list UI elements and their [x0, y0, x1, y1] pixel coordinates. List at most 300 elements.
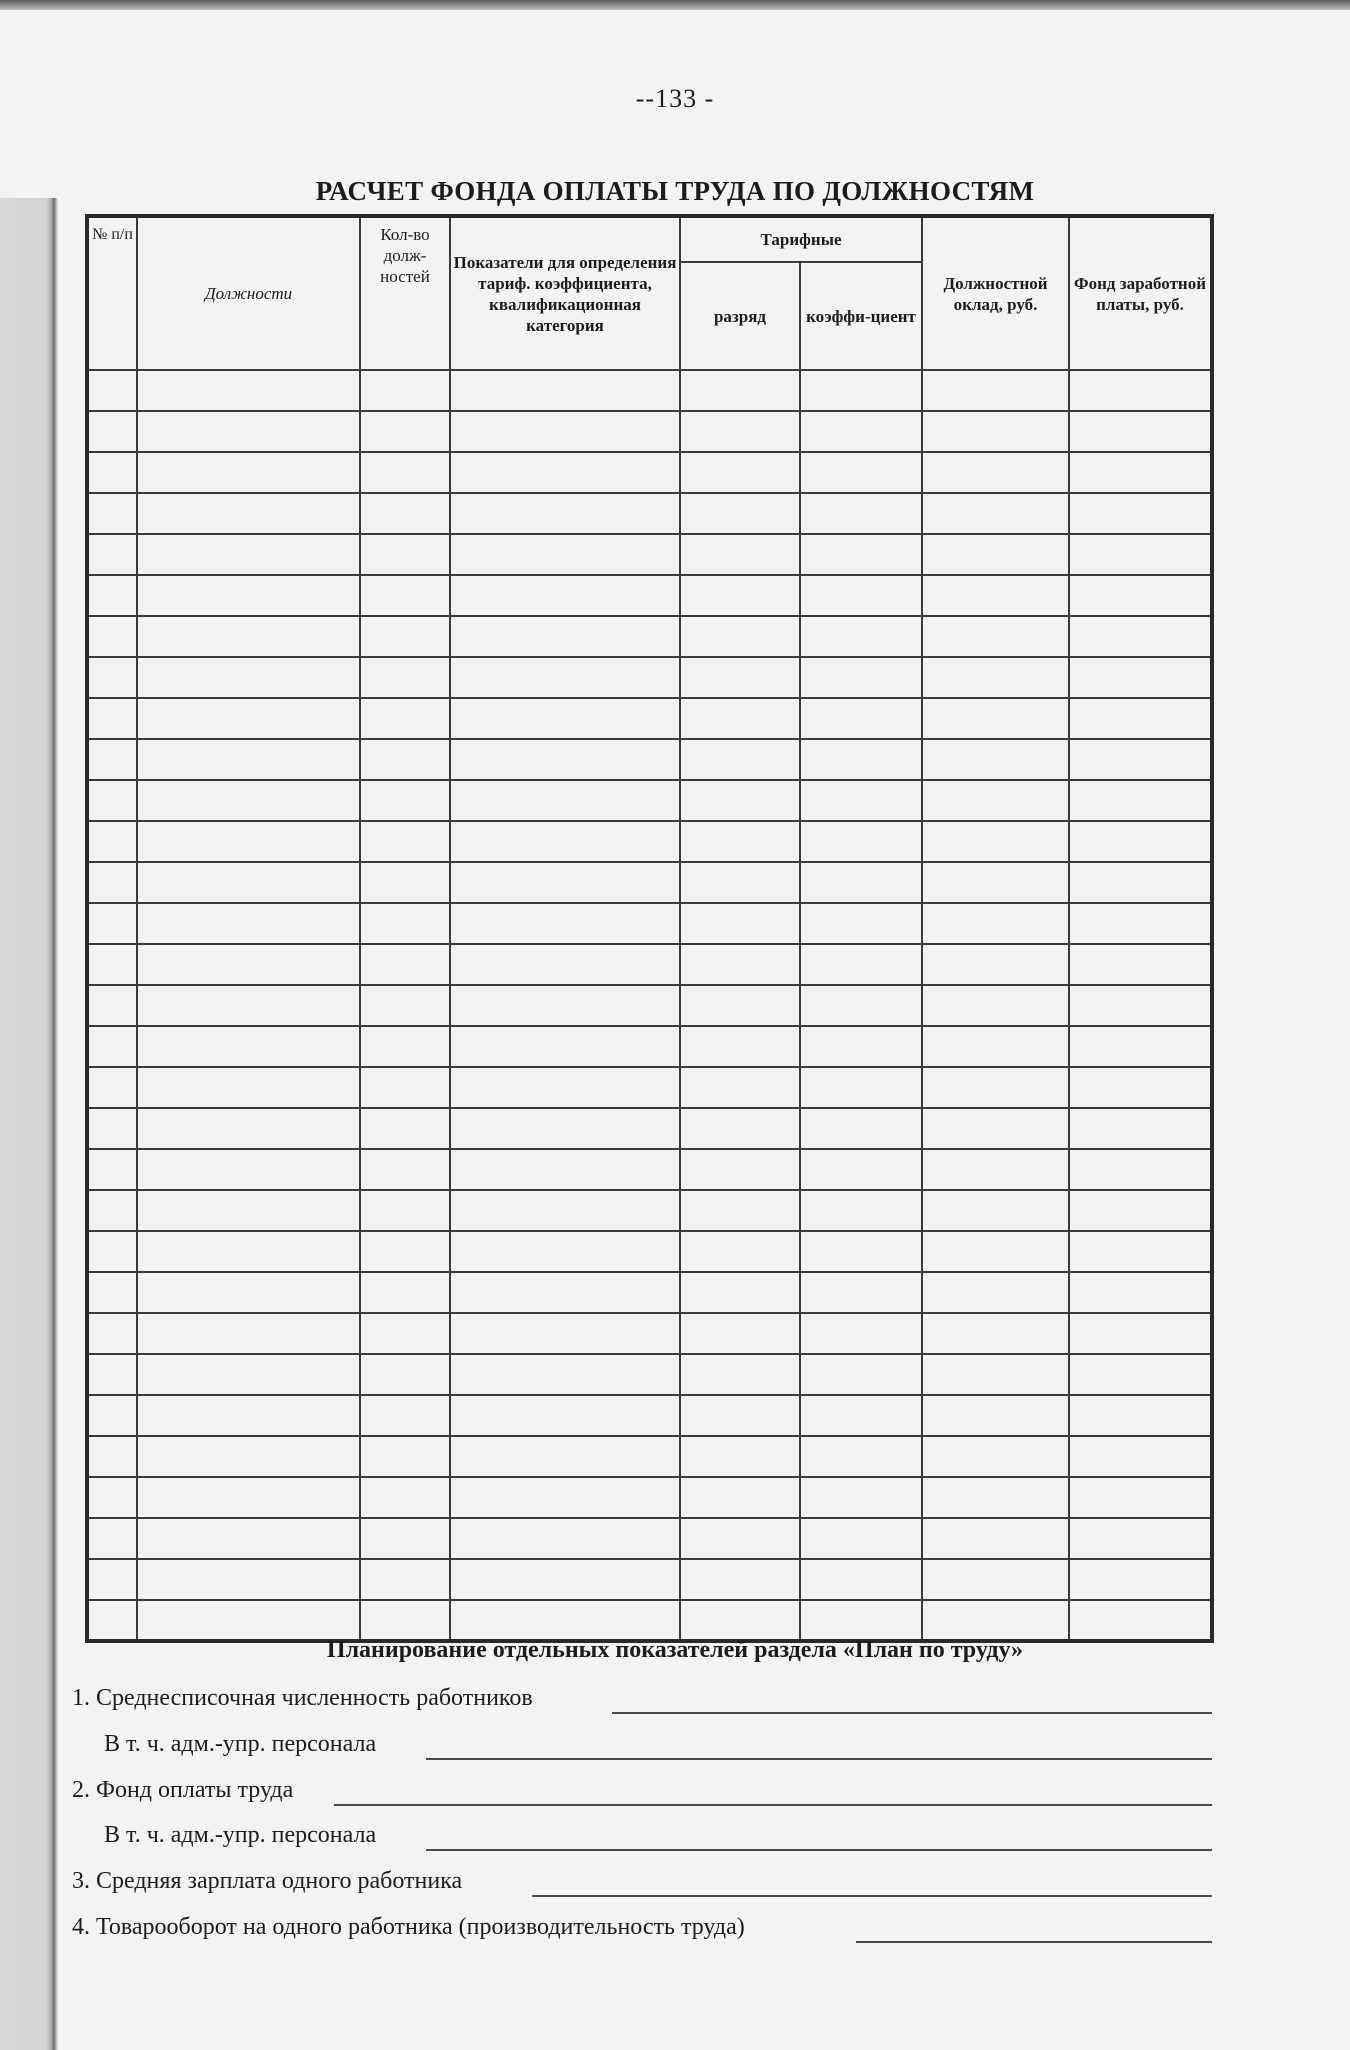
table-cell[interactable] [800, 1190, 922, 1231]
table-cell[interactable] [680, 1149, 800, 1190]
table-cell[interactable] [1069, 1354, 1212, 1395]
planning-item-4: 4. Товарооборот на одного работника (производительность труда) [72, 1914, 745, 1940]
table-cell[interactable] [137, 534, 360, 575]
table-cell[interactable] [800, 370, 922, 411]
table-cell[interactable] [137, 1313, 360, 1354]
planning-item-1a: В т. ч. адм.-упр. персонала [104, 1731, 377, 1757]
table-cell[interactable] [360, 1272, 450, 1313]
table-cell[interactable] [800, 1354, 922, 1395]
table-row [87, 1272, 1212, 1313]
table-cell[interactable] [87, 1395, 137, 1436]
table-row [87, 452, 1212, 493]
planning-line-1[interactable] [612, 1712, 1212, 1714]
table-cell[interactable] [87, 1067, 137, 1108]
table-cell[interactable] [922, 1149, 1069, 1190]
table-cell[interactable] [360, 1231, 450, 1272]
table-cell[interactable] [87, 1354, 137, 1395]
table-cell[interactable] [450, 534, 680, 575]
table-cell[interactable] [922, 985, 1069, 1026]
table-cell[interactable] [922, 493, 1069, 534]
table-cell[interactable] [922, 698, 1069, 739]
table-cell[interactable] [1069, 780, 1212, 821]
table-cell[interactable] [680, 821, 800, 862]
table-cell[interactable] [450, 616, 680, 657]
table-cell[interactable] [360, 780, 450, 821]
table-cell[interactable] [450, 1518, 680, 1559]
table-cell[interactable] [450, 1477, 680, 1518]
table-cell[interactable] [800, 657, 922, 698]
table-cell[interactable] [800, 1313, 922, 1354]
table-row [87, 1600, 1212, 1641]
table-row [87, 698, 1212, 739]
table-cell[interactable] [450, 985, 680, 1026]
table-cell[interactable] [1069, 1067, 1212, 1108]
table-cell[interactable] [450, 1067, 680, 1108]
table-cell[interactable] [680, 1108, 800, 1149]
table-cell[interactable] [87, 616, 137, 657]
table-cell[interactable] [1069, 493, 1212, 534]
table-cell[interactable] [450, 1559, 680, 1600]
table-cell[interactable] [1069, 821, 1212, 862]
table-cell[interactable] [360, 903, 450, 944]
table-cell[interactable] [450, 575, 680, 616]
table-cell[interactable] [922, 862, 1069, 903]
table-cell[interactable] [360, 616, 450, 657]
table-cell[interactable] [800, 821, 922, 862]
table-cell[interactable] [1069, 1231, 1212, 1272]
table-cell[interactable] [1069, 1477, 1212, 1518]
table-cell[interactable] [450, 1149, 680, 1190]
table-cell[interactable] [680, 575, 800, 616]
table-row [87, 780, 1212, 821]
table-cell[interactable] [680, 1231, 800, 1272]
table-row [87, 1559, 1212, 1600]
table-row [87, 616, 1212, 657]
table-cell[interactable] [87, 739, 137, 780]
table-cell[interactable] [360, 657, 450, 698]
table-row [87, 862, 1212, 903]
table-cell[interactable] [87, 1313, 137, 1354]
table-cell[interactable] [922, 1395, 1069, 1436]
table-cell[interactable] [360, 1026, 450, 1067]
table-cell[interactable] [680, 370, 800, 411]
table-cell[interactable] [800, 1231, 922, 1272]
table-cell[interactable] [922, 452, 1069, 493]
table-cell[interactable] [922, 944, 1069, 985]
table-cell[interactable] [680, 903, 800, 944]
table-cell[interactable] [922, 1477, 1069, 1518]
table-cell[interactable] [87, 1190, 137, 1231]
table-row [87, 1149, 1212, 1190]
table-cell[interactable] [137, 1231, 360, 1272]
table-row [87, 575, 1212, 616]
table-cell[interactable] [800, 1272, 922, 1313]
header-coefficient: коэффи-циент [800, 262, 922, 370]
table-cell[interactable] [1069, 1190, 1212, 1231]
table-cell[interactable] [922, 370, 1069, 411]
table-cell[interactable] [360, 1559, 450, 1600]
table-cell[interactable] [922, 780, 1069, 821]
table-cell[interactable] [87, 944, 137, 985]
planning-item-1: 1. Среднесписочная численность работников [72, 1685, 533, 1711]
table-cell[interactable] [800, 1067, 922, 1108]
table-cell[interactable] [360, 1518, 450, 1559]
table-cell[interactable] [450, 411, 680, 452]
table-cell[interactable] [680, 780, 800, 821]
table-cell[interactable] [137, 575, 360, 616]
table-cell[interactable] [922, 1559, 1069, 1600]
table-cell[interactable] [87, 1559, 137, 1600]
table-cell[interactable] [137, 1600, 360, 1641]
table-cell[interactable] [680, 1026, 800, 1067]
table-cell[interactable] [137, 1518, 360, 1559]
table-cell[interactable] [450, 493, 680, 534]
table-cell[interactable] [360, 1477, 450, 1518]
table-cell[interactable] [1069, 1395, 1212, 1436]
table-cell[interactable] [450, 739, 680, 780]
table-cell[interactable] [137, 1395, 360, 1436]
table-cell[interactable] [360, 370, 450, 411]
table-cell[interactable] [87, 780, 137, 821]
table-cell[interactable] [1069, 1026, 1212, 1067]
table-cell[interactable] [87, 493, 137, 534]
table-cell[interactable] [680, 739, 800, 780]
table-cell[interactable] [1069, 1436, 1212, 1477]
table-cell[interactable] [137, 1272, 360, 1313]
table-row [87, 657, 1212, 698]
table-row [87, 534, 1212, 575]
table-cell[interactable] [680, 1313, 800, 1354]
table-cell[interactable] [800, 1395, 922, 1436]
table-cell[interactable] [87, 657, 137, 698]
table-cell[interactable] [680, 862, 800, 903]
table-cell[interactable] [360, 821, 450, 862]
salary-fund-table [85, 214, 1214, 1643]
table-cell[interactable] [1069, 739, 1212, 780]
table-cell[interactable] [450, 1354, 680, 1395]
table-cell[interactable] [137, 821, 360, 862]
table-cell[interactable] [450, 1272, 680, 1313]
table-cell[interactable] [1069, 944, 1212, 985]
table-cell[interactable] [87, 821, 137, 862]
binding-shadow [0, 198, 58, 2050]
table-cell[interactable] [360, 575, 450, 616]
header-count: Кол-во долж-ностей [360, 216, 450, 370]
table-cell[interactable] [360, 1600, 450, 1641]
table-cell[interactable] [922, 616, 1069, 657]
table-cell[interactable] [800, 1108, 922, 1149]
table-cell[interactable] [1069, 698, 1212, 739]
table-cell[interactable] [87, 903, 137, 944]
table-cell[interactable] [1069, 452, 1212, 493]
table-cell[interactable] [1069, 657, 1212, 698]
header-fund: Фонд заработной платы, руб. [1069, 216, 1212, 370]
table-cell[interactable] [450, 698, 680, 739]
table-cell[interactable] [137, 944, 360, 985]
table-row [87, 944, 1212, 985]
table-cell[interactable] [360, 1395, 450, 1436]
table-row [87, 370, 1212, 411]
table-cell[interactable] [800, 1026, 922, 1067]
table-cell[interactable] [360, 411, 450, 452]
table-cell[interactable] [922, 657, 1069, 698]
table-cell[interactable] [680, 1518, 800, 1559]
table-cell[interactable] [680, 1272, 800, 1313]
header-position: Должности [137, 216, 360, 370]
table-cell[interactable] [360, 1190, 450, 1231]
table-cell[interactable] [1069, 1313, 1212, 1354]
table-cell[interactable] [137, 411, 360, 452]
table-cell[interactable] [800, 452, 922, 493]
table-cell[interactable] [922, 1436, 1069, 1477]
table-cell[interactable] [137, 657, 360, 698]
table-cell[interactable] [1069, 903, 1212, 944]
table-cell[interactable] [800, 698, 922, 739]
table-cell[interactable] [922, 1108, 1069, 1149]
table-cell[interactable] [680, 1436, 800, 1477]
table-cell[interactable] [87, 452, 137, 493]
table-row [87, 1190, 1212, 1231]
planning-line-4[interactable] [856, 1941, 1212, 1943]
table-cell[interactable] [450, 1026, 680, 1067]
table-cell[interactable] [450, 862, 680, 903]
table-row [87, 1395, 1212, 1436]
table-cell[interactable] [1069, 1518, 1212, 1559]
table-cell[interactable] [87, 411, 137, 452]
table-cell[interactable] [680, 985, 800, 1026]
table-cell[interactable] [137, 780, 360, 821]
table-cell[interactable] [680, 411, 800, 452]
table-cell[interactable] [680, 493, 800, 534]
table-cell[interactable] [360, 1354, 450, 1395]
table-cell[interactable] [450, 1231, 680, 1272]
table-cell[interactable] [137, 1067, 360, 1108]
table-cell[interactable] [360, 1108, 450, 1149]
table-cell[interactable] [87, 1518, 137, 1559]
table-cell[interactable] [800, 616, 922, 657]
table-cell[interactable] [680, 1559, 800, 1600]
table-cell[interactable] [680, 452, 800, 493]
table-cell[interactable] [137, 452, 360, 493]
table-cell[interactable] [87, 1436, 137, 1477]
table-cell[interactable] [87, 862, 137, 903]
table-cell[interactable] [800, 780, 922, 821]
table-cell[interactable] [680, 1190, 800, 1231]
table-cell[interactable] [1069, 411, 1212, 452]
table-cell[interactable] [800, 1477, 922, 1518]
table-cell[interactable] [137, 1149, 360, 1190]
table-cell[interactable] [87, 1149, 137, 1190]
table-row [87, 903, 1212, 944]
table-cell[interactable] [360, 862, 450, 903]
table-cell[interactable] [922, 1190, 1069, 1231]
table-row [87, 1067, 1212, 1108]
table-cell[interactable] [922, 1272, 1069, 1313]
table-cell[interactable] [87, 1272, 137, 1313]
planning-item-2a: В т. ч. адм.-упр. персонала [104, 1822, 377, 1848]
table-cell[interactable] [800, 493, 922, 534]
page-title: РАСЧЕТ ФОНДА ОПЛАТЫ ТРУДА ПО ДОЛЖНОСТЯМ [315, 176, 1035, 206]
table-cell[interactable] [800, 1559, 922, 1600]
table-row [87, 1354, 1212, 1395]
table-cell[interactable] [1069, 370, 1212, 411]
table-cell[interactable] [800, 575, 922, 616]
header-grade: разряд [680, 262, 800, 370]
table-cell[interactable] [87, 1108, 137, 1149]
table-cell[interactable] [450, 1436, 680, 1477]
table-cell[interactable] [87, 698, 137, 739]
table-cell[interactable] [1069, 1600, 1212, 1641]
table-cell[interactable] [1069, 1108, 1212, 1149]
table-cell[interactable] [922, 1354, 1069, 1395]
table-cell[interactable] [922, 1313, 1069, 1354]
table-cell[interactable] [450, 903, 680, 944]
table-row [87, 1313, 1212, 1354]
table-cell[interactable] [922, 1026, 1069, 1067]
table-cell[interactable] [137, 1477, 360, 1518]
table-cell[interactable] [87, 370, 137, 411]
table-cell[interactable] [137, 370, 360, 411]
table-cell[interactable] [450, 780, 680, 821]
table-cell[interactable] [137, 1354, 360, 1395]
table-row [87, 985, 1212, 1026]
table-cell[interactable] [922, 1518, 1069, 1559]
table-cell[interactable] [800, 1149, 922, 1190]
table-cell[interactable] [922, 411, 1069, 452]
header-indicators: Показатели для определения тариф. коэффициента, квалификационная категория [450, 216, 680, 370]
planning-line-2[interactable] [334, 1804, 1212, 1806]
table-cell[interactable] [1069, 575, 1212, 616]
table-cell[interactable] [137, 903, 360, 944]
table-cell[interactable] [800, 1518, 922, 1559]
table-cell[interactable] [87, 1231, 137, 1272]
planning-line-2a[interactable] [426, 1849, 1212, 1851]
table-cell[interactable] [450, 1395, 680, 1436]
table-cell[interactable] [450, 821, 680, 862]
table-cell[interactable] [922, 575, 1069, 616]
table-row [87, 1026, 1212, 1067]
table-cell[interactable] [922, 1231, 1069, 1272]
table-cell[interactable] [137, 1559, 360, 1600]
table-cell[interactable] [800, 985, 922, 1026]
table-cell[interactable] [87, 534, 137, 575]
table-cell[interactable] [87, 985, 137, 1026]
planning-line-1a[interactable] [426, 1758, 1212, 1760]
header-tariff: Тарифные [680, 216, 922, 262]
table-cell[interactable] [1069, 616, 1212, 657]
table-cell[interactable] [1069, 862, 1212, 903]
table-cell[interactable] [680, 698, 800, 739]
table-cell[interactable] [450, 1190, 680, 1231]
table-cell[interactable] [800, 903, 922, 944]
table-cell[interactable] [360, 493, 450, 534]
table-cell[interactable] [680, 1477, 800, 1518]
table-cell[interactable] [922, 903, 1069, 944]
table-cell[interactable] [800, 739, 922, 780]
table-cell[interactable] [1069, 534, 1212, 575]
table-row [87, 1518, 1212, 1559]
table-cell[interactable] [1069, 1272, 1212, 1313]
table-cell[interactable] [360, 1313, 450, 1354]
table-cell[interactable] [680, 616, 800, 657]
table-cell[interactable] [137, 616, 360, 657]
table-cell[interactable] [450, 452, 680, 493]
table-cell[interactable] [360, 739, 450, 780]
table-cell[interactable] [137, 1436, 360, 1477]
table-cell[interactable] [680, 657, 800, 698]
table-row [87, 1477, 1212, 1518]
table-cell[interactable] [360, 698, 450, 739]
table-cell[interactable] [87, 575, 137, 616]
table-cell[interactable] [1069, 1559, 1212, 1600]
table-cell[interactable] [360, 1436, 450, 1477]
table-cell[interactable] [680, 534, 800, 575]
table-cell[interactable] [450, 1313, 680, 1354]
table-cell[interactable] [450, 1108, 680, 1149]
table-cell[interactable] [360, 944, 450, 985]
table-row [87, 739, 1212, 780]
table-cell[interactable] [87, 1026, 137, 1067]
table-cell[interactable] [680, 1354, 800, 1395]
table-cell[interactable] [360, 534, 450, 575]
table-row [87, 821, 1212, 862]
table-cell[interactable] [800, 862, 922, 903]
table-cell[interactable] [922, 1067, 1069, 1108]
table-cell[interactable] [137, 1026, 360, 1067]
table-cell[interactable] [360, 1149, 450, 1190]
table-cell[interactable] [800, 411, 922, 452]
table-cell[interactable] [137, 862, 360, 903]
table-cell[interactable] [450, 370, 680, 411]
table-cell[interactable] [922, 534, 1069, 575]
table-row [87, 1108, 1212, 1149]
table-cell[interactable] [800, 1600, 922, 1641]
planning-item-2: 2. Фонд оплаты труда [72, 1777, 294, 1803]
header-num: № п/п [87, 216, 137, 370]
table-cell[interactable] [680, 1067, 800, 1108]
header-salary: Должностной оклад, руб. [922, 216, 1069, 370]
planning-item-3: 3. Средняя зарплата одного работника [72, 1868, 463, 1894]
table-cell[interactable] [360, 985, 450, 1026]
table-cell[interactable] [137, 1108, 360, 1149]
table-cell[interactable] [680, 944, 800, 985]
table-cell[interactable] [137, 985, 360, 1026]
table-cell[interactable] [450, 944, 680, 985]
planning-line-3[interactable] [532, 1895, 1212, 1897]
table-cell[interactable] [922, 821, 1069, 862]
table-cell[interactable] [922, 1600, 1069, 1641]
table-cell[interactable] [1069, 985, 1212, 1026]
table-cell[interactable] [87, 1600, 137, 1641]
table-cell[interactable] [450, 1600, 680, 1641]
planning-section-title: Планирование отдельных показателей раздела «План по труду» [326, 1637, 1024, 1663]
table-cell[interactable] [450, 657, 680, 698]
table-cell[interactable] [137, 493, 360, 534]
table-cell[interactable] [137, 739, 360, 780]
table-cell[interactable] [800, 1436, 922, 1477]
table-cell[interactable] [922, 739, 1069, 780]
table-cell[interactable] [360, 1067, 450, 1108]
table-cell[interactable] [137, 1190, 360, 1231]
table-cell[interactable] [800, 534, 922, 575]
table-cell[interactable] [800, 944, 922, 985]
table-cell[interactable] [87, 1477, 137, 1518]
table-cell[interactable] [360, 452, 450, 493]
table-cell[interactable] [680, 1395, 800, 1436]
table-cell[interactable] [680, 1600, 800, 1641]
table-cell[interactable] [137, 698, 360, 739]
table-cell[interactable] [1069, 1149, 1212, 1190]
